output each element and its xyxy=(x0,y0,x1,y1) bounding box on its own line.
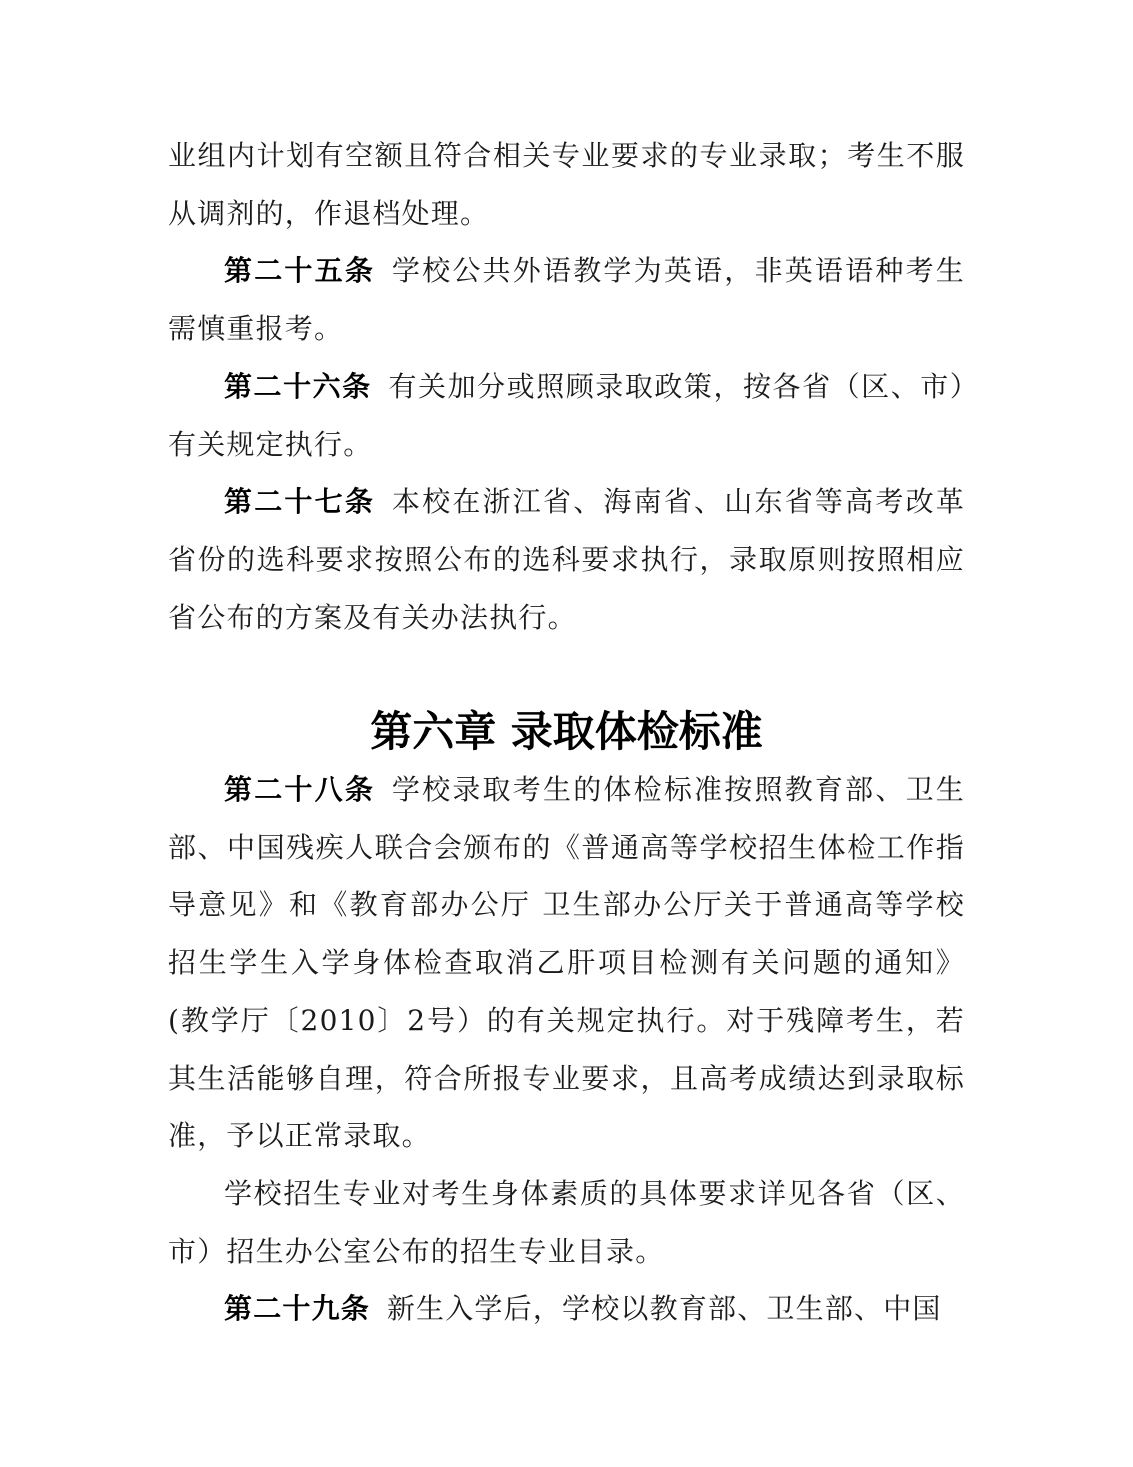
article-text: 学校录取考生的体检标准按照教育部、卫生部、中国残疾人联合会颁布的《普通高等学校招生体检工作指导意见》和《教育部办公厅 卫生部办公厅关于普通高等学校招生学生入学身体检查取消乙肝项目检测有关问题的通知》(教学厅〔2010〕2号）的有关规定执行。对于残障考生，若其生活能够自理，符合所报专业要求，且高考成绩达到录取标准，予以正常录取。 xyxy=(168,773,965,1153)
article-27 xyxy=(168,473,965,646)
document-page xyxy=(168,127,965,1338)
article-number: 第二十九条 xyxy=(224,1292,371,1326)
article-text: 新生入学后，学校以教育部、卫生部、中国 xyxy=(386,1292,942,1326)
paragraph-text: 业组内计划有空额且符合相关专业要求的专业录取；考生不服从调剂的，作退档处理。 xyxy=(168,139,965,230)
article-text: 本校在浙江省、海南省、山东省等高考改革省份的选科要求按照公布的选科要求执行，录取原则按照相应省公布的方案及有关办法执行。 xyxy=(168,485,965,634)
article-number: 第二十六条 xyxy=(224,369,372,403)
paragraph-text: 学校招生专业对考生身体素质的具体要求详见各省（区、市）招生办公室公布的招生专业目录。 xyxy=(168,1176,965,1268)
article-text: 有关加分或照顾录取政策，按各省（区、市）有关规定执行。 xyxy=(168,369,965,461)
article-number: 第二十五条 xyxy=(224,254,376,288)
article-number: 第二十七条 xyxy=(224,485,376,519)
article-26 xyxy=(168,358,965,473)
article-number: 第二十八条 xyxy=(224,773,376,807)
paragraph-continuation xyxy=(168,127,965,242)
paragraph-body-requirements xyxy=(168,1165,965,1280)
article-29 xyxy=(168,1280,965,1338)
article-25 xyxy=(168,242,965,357)
article-text: 学校公共外语教学为英语，非英语语种考生需慎重报考。 xyxy=(168,254,965,346)
chapter-title: 第六章 录取体检标准 xyxy=(370,707,763,757)
article-28 xyxy=(168,761,965,1165)
